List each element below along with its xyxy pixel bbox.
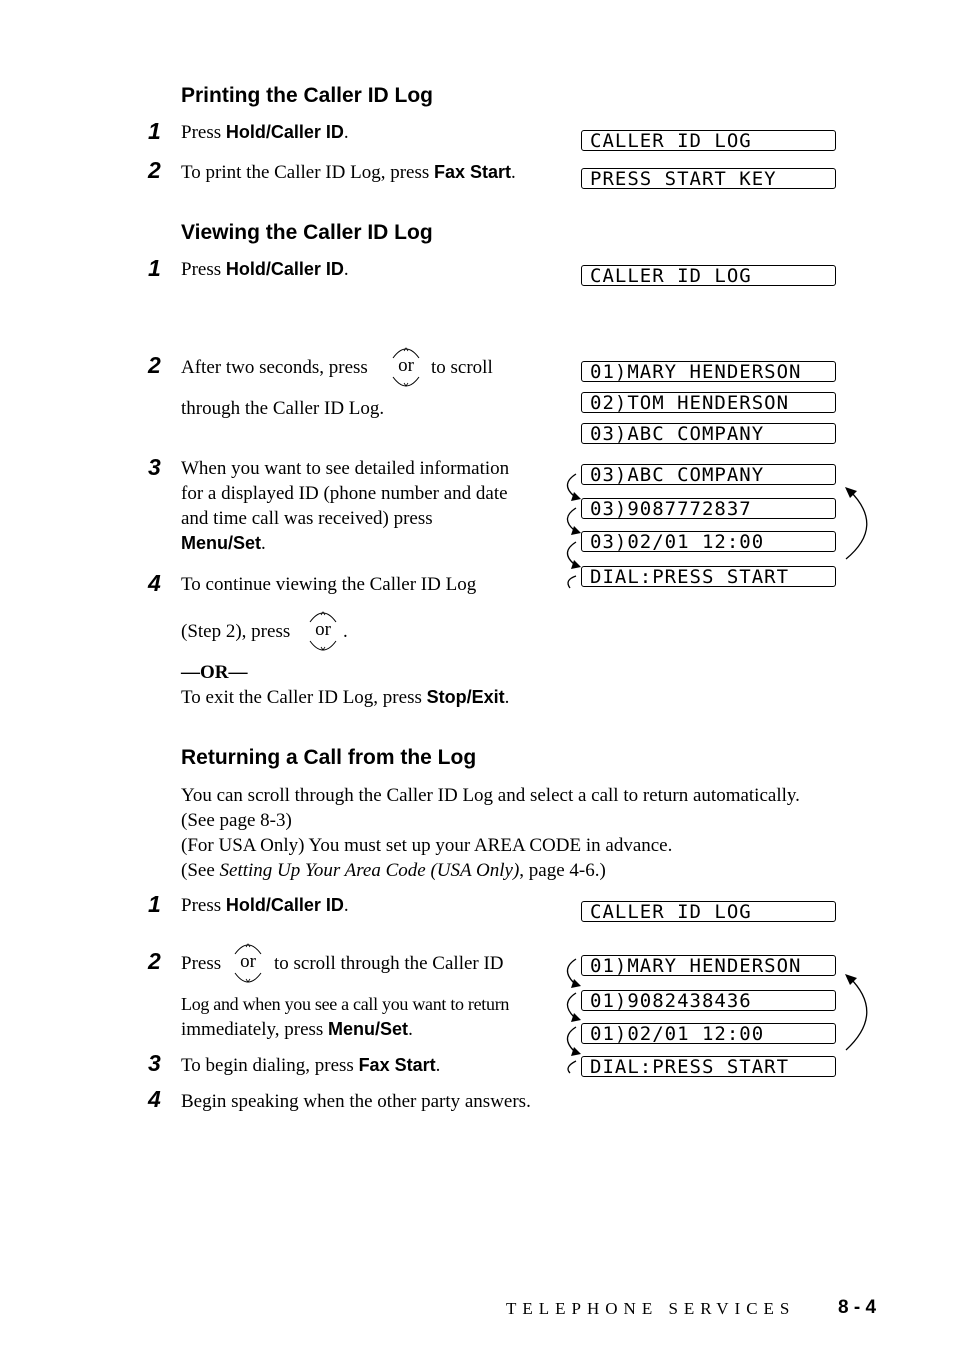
lcd-display: CALLER ID LOG: [581, 901, 836, 922]
intro-text: (See page 8-3): [181, 810, 292, 831]
step-text: When you want to see detailed information: [181, 458, 510, 479]
lcd-display: 03)9087772837: [581, 498, 836, 519]
step-number: 2: [148, 157, 161, 183]
lcd-display: 03)ABC COMPANY: [581, 423, 836, 444]
lcd-display: DIAL:PRESS START: [581, 1056, 836, 1077]
heading-printing-caller-id-log: Printing the Caller ID Log: [181, 84, 434, 107]
step-number: 3: [148, 1050, 161, 1076]
lcd-display: 01)9082438436: [581, 990, 836, 1011]
lcd-display: 01)MARY HENDERSON: [581, 361, 836, 382]
step-text: After two seconds, press: [181, 357, 368, 378]
step-number: 3: [148, 454, 161, 480]
step-text: immediately, press Menu/Set.: [181, 1019, 413, 1040]
step-text: To exit the Caller ID Log, press Stop/Exit.: [181, 687, 510, 708]
cycle-arrows-icon: [556, 957, 886, 1082]
step-number: 4: [148, 1086, 161, 1112]
menu-set-key: Menu/Set: [328, 1019, 409, 1039]
page-number: 8 - 4: [838, 1297, 877, 1318]
scroll-key-icon: or: [231, 940, 265, 986]
cross-reference: Setting Up Your Area Code (USA Only): [219, 860, 520, 881]
step-text: Press Hold/Caller ID.: [181, 259, 349, 280]
lcd-display: CALLER ID LOG: [581, 130, 836, 151]
step-text: To continue viewing the Caller ID Log: [181, 574, 477, 595]
step-number: 2: [148, 352, 161, 378]
step-text: to scroll through the Caller ID: [274, 953, 504, 974]
step-text: (Step 2), press: [181, 621, 291, 642]
footer-section-title: TELEPHONE SERVICES: [506, 1299, 796, 1318]
step-text: for a displayed ID (phone number and date: [181, 483, 508, 504]
step-number: 1: [148, 255, 161, 281]
step-text: To print the Caller ID Log, press Fax Start.: [181, 162, 516, 183]
fax-start-key: Fax Start: [434, 162, 512, 182]
step-text: To begin dialing, press Fax Start.: [181, 1055, 441, 1076]
step-text: through the Caller ID Log.: [181, 398, 385, 419]
heading-viewing-caller-id-log: Viewing the Caller ID Log: [181, 221, 433, 244]
lcd-display: 01)02/01 12:00: [581, 1023, 836, 1044]
fax-start-key: Fax Start: [358, 1055, 436, 1075]
step-text: Begin speaking when the other party answers.: [181, 1091, 531, 1112]
heading-returning-a-call: Returning a Call from the Log: [181, 746, 477, 769]
step-text: Press Hold/Caller ID.: [181, 895, 349, 916]
cycle-arrows-icon: [556, 466, 886, 591]
lcd-display: 01)MARY HENDERSON: [581, 955, 836, 976]
step-number: 1: [148, 118, 161, 144]
hold-caller-id-key: Hold/Caller ID: [225, 259, 344, 279]
step-text: Press Hold/Caller ID.: [181, 122, 349, 143]
intro-text: (See Setting Up Your Area Code (USA Only), page 4-6.): [181, 860, 606, 881]
step-number: 2: [148, 948, 161, 974]
menu-set-key: Menu/Set: [181, 533, 262, 553]
step-text: Menu/Set.: [181, 533, 266, 554]
intro-text: You can scroll through the Caller ID Log and select a call to return automatically.: [181, 785, 800, 806]
lcd-display: 02)TOM HENDERSON: [581, 392, 836, 413]
lcd-display: 03)ABC COMPANY: [581, 464, 836, 485]
hold-caller-id-key: Hold/Caller ID: [225, 895, 344, 915]
lcd-display: PRESS START KEY: [581, 168, 836, 189]
lcd-display: CALLER ID LOG: [581, 265, 836, 286]
step-text: .: [343, 621, 348, 642]
hold-caller-id-key: Hold/Caller ID: [225, 122, 344, 142]
scroll-key-icon: or: [306, 608, 340, 654]
lcd-display: DIAL:PRESS START: [581, 566, 836, 587]
step-number: 1: [148, 891, 161, 917]
step-number: 4: [148, 570, 161, 596]
step-text: Press: [181, 953, 222, 974]
step-text: to scroll: [431, 357, 493, 378]
step-text: and time call was received) press: [181, 508, 433, 529]
scroll-key-icon: or: [389, 344, 423, 390]
lcd-display: 03)02/01 12:00: [581, 531, 836, 552]
or-separator: —OR—: [181, 662, 248, 683]
intro-text: (For USA Only) You must set up your AREA CODE in advance.: [181, 835, 673, 856]
stop-exit-key: Stop/Exit: [426, 687, 505, 707]
step-text: Log and when you see a call you want to return: [181, 994, 510, 1014]
